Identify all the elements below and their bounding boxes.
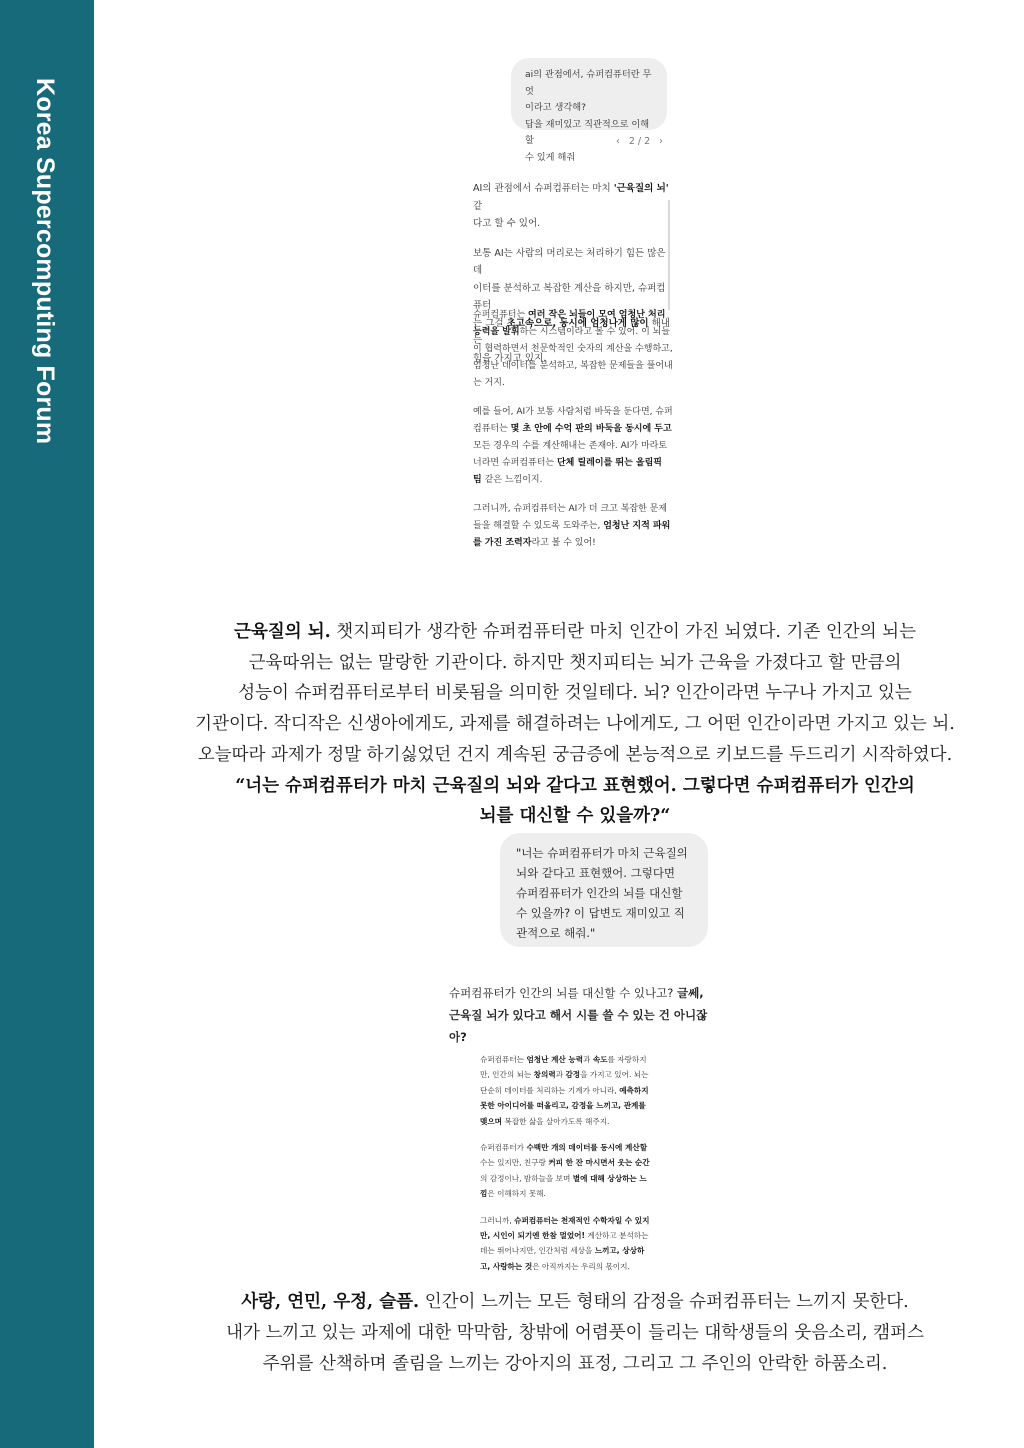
essay-line: 내가 느끼고 있는 과제에 대한 막막함, 창밖에 어렴풋이 들리는 대학생들의 웃음소리, 캠퍼스 bbox=[226, 1323, 924, 1343]
answer-emphasis: 속도 bbox=[592, 1055, 608, 1064]
answer-emphasis: 여러 작은 뇌들이 모여 엄청난 처리 능력을 발휘 bbox=[473, 310, 666, 337]
answer-text: 같은 느낌이지. bbox=[481, 475, 543, 485]
answer-text: 슈퍼컴퓨터가 bbox=[480, 1143, 527, 1153]
essay-paragraph-1 bbox=[180, 617, 970, 832]
answer-emphasis: 슈퍼컴퓨터는 천재적인 수학자일 수 있지 만, 시인이 되기엔 한참 멀었어! bbox=[480, 1215, 650, 1241]
essay-line: 기관이다. 작디작은 신생아에게도, 과제를 해결하려는 나에게도, 그 어떤 인간이라면 가지고 있는 뇌. bbox=[195, 714, 955, 735]
answer-text: 보통 AI는 사람의 머리로는 처리하기 힘든 많은 데 이터를 분석하고 복잡한 계산을 하지만, 슈퍼컴퓨터 는 그걸 bbox=[473, 247, 666, 329]
answer-paragraph bbox=[473, 307, 673, 392]
answer-text: 같 다고 할 수 있어. bbox=[473, 200, 541, 229]
answer-emphasis: 커피 한 잔 마시면서 웃는 순간 bbox=[548, 1158, 650, 1168]
answer-emphasis: 엄청난 계산 능력 bbox=[526, 1055, 584, 1064]
essay-lead: 근육질의 뇌. bbox=[234, 622, 331, 642]
answer-emphasis: 감정 bbox=[565, 1070, 581, 1080]
answer-emphasis: 창의력 bbox=[533, 1070, 556, 1080]
answer-paragraph bbox=[473, 501, 673, 552]
answer-text: 과 bbox=[555, 1070, 566, 1080]
answer-text: 수는 있지만, 친구랑 bbox=[480, 1158, 546, 1168]
answer-paragraph bbox=[473, 404, 673, 489]
essay-line: 주위를 산책하며 졸림을 느끼는 강아지의 표정, 그리고 그 주인의 안락한 하품소리. bbox=[262, 1354, 888, 1374]
ai-answer-body bbox=[480, 1052, 680, 1285]
answer-text: 은 아직까지는 우리의 몫이지. bbox=[532, 1261, 630, 1271]
scrollbar-line bbox=[668, 200, 670, 310]
chat-screenshot-2 bbox=[437, 972, 711, 1278]
essay-text: 인간이 느끼는 모든 형태의 감정을 슈퍼컴퓨터는 느끼지 못한다. bbox=[419, 1292, 909, 1312]
answer-emphasis: 느끼고, 상상하 고, 사랑하는 것 bbox=[480, 1246, 645, 1271]
answer-emphasis: 단체 릴레이를 뛰는 올림픽 팀 bbox=[473, 458, 663, 485]
answer-paragraph bbox=[480, 1140, 680, 1202]
essay-quote: 뇌를 대신할 수 있을까?“ bbox=[479, 806, 671, 827]
sidebar bbox=[0, 0, 94, 1448]
user-question-bubble: ai의 관점에서, 슈퍼컴퓨터란 무엇 이라고 생각해? 답을 재미있고 직관적으로 이해할 수 있게 해줘 bbox=[511, 58, 667, 130]
answer-text: 모든 경우의 수를 계산해내는 존재야. AI가 마라토 너라면 슈퍼컴퓨터는 bbox=[473, 441, 668, 468]
answer-text: 를 자랑하지 만, 인간의 뇌는 bbox=[480, 1055, 647, 1080]
answer-text: 슈퍼컴퓨터가 인간의 뇌를 대신할 수 있나고? bbox=[449, 986, 677, 1000]
answer-text: AI의 관점에서 슈퍼컴퓨터는 마치 bbox=[473, 183, 614, 194]
answer-emphasis: 별에 대해 상상하는 느 낌 bbox=[480, 1173, 647, 1199]
answer-text: 슈퍼컴퓨터는 bbox=[480, 1055, 527, 1064]
sidebar-title: Korea Supercomputing Forum bbox=[31, 78, 59, 445]
user-question-bubble-2: "너는 슈퍼컴퓨터가 마치 근육질의 뇌와 같다고 표현했어. 그렇다면 슈퍼컴퓨터가 인간의 뇌를 대신할 수 있을까? 이 답변도 재미있고 직 관적으로 해줘." bbox=[500, 833, 708, 947]
answer-text: 은 이해하지 못해. bbox=[487, 1189, 546, 1199]
response-pager: ‹ 2/2 › bbox=[616, 136, 666, 147]
essay-text: 챗지피티가 생각한 슈퍼컴퓨터란 마치 인간이 가진 뇌였다. 기존 인간의 뇌는 bbox=[330, 622, 916, 642]
answer-emphasis: 초고속으로, 동시에 엄청나게 많이 bbox=[506, 317, 649, 329]
essay-line: 근육따위는 없는 말랑한 기관이다. 하지만 챗지피티는 뇌가 근육을 가졌다고 할 만큼의 bbox=[248, 652, 902, 673]
answer-text: 해내는 힘을 가지고 있지. bbox=[473, 317, 670, 364]
essay-quote: “너는 슈퍼컴퓨터가 마치 근육질의 뇌와 같다고 표현했어. 그렇다면 슈퍼컴퓨터가 인간의 bbox=[235, 775, 915, 796]
answer-paragraph bbox=[473, 180, 673, 233]
answer-emphasis: '근육질의 뇌' bbox=[613, 183, 669, 194]
ai-answer-continued bbox=[473, 307, 673, 564]
chat-screenshot-1 bbox=[464, 52, 682, 550]
answer-text: 슈퍼컴퓨터는 bbox=[473, 310, 529, 320]
answer-paragraph bbox=[480, 1052, 680, 1129]
ai-answer-heading bbox=[449, 982, 714, 1048]
answer-emphasis: 엄청난 지적 파워 를 가진 조력자 bbox=[473, 521, 671, 548]
answer-emphasis: 글쎄, 근육질 뇌가 있다고 해서 시를 쓸 수 있는 건 아니잖 아? bbox=[449, 986, 708, 1044]
answer-emphasis: 몇 초 안에 수억 판의 바둑을 동시에 두고 bbox=[510, 424, 672, 434]
essay-line: 성능이 슈퍼컴퓨터로부터 비롯됨을 의미한 것일테다. 뇌? 인간이라면 누구나 가지고 있는 bbox=[238, 683, 912, 704]
answer-text: 그러니까, bbox=[480, 1215, 515, 1225]
answer-text: 의 감정이나, 밤하늘을 보며 bbox=[480, 1173, 571, 1183]
answer-text: 그러니까, 슈퍼컴퓨터는 AI가 더 크고 복잡한 문제 들을 해결할 수 있도록 도와주는, bbox=[473, 504, 668, 531]
answer-text: 복잡한 삶을 살아가도록 해주지. bbox=[502, 1116, 610, 1126]
answer-text: 계산하고 분석하는 데는 뛰어나지만, 인간처럼 세상을 bbox=[480, 1231, 649, 1256]
essay-paragraph-2 bbox=[180, 1287, 970, 1380]
answer-paragraph bbox=[480, 1213, 680, 1275]
essay-line bbox=[180, 1287, 970, 1318]
answer-emphasis: 예측하지 못한 아이디어를 떠올리고, 감정을 느끼고, 관계를 맺으며 bbox=[480, 1085, 649, 1126]
essay-line: 오늘따라 과제가 정말 하기싫었던 건지 계속된 궁금증에 본능적으로 키보드를 두드리기 시작하였다. bbox=[197, 744, 953, 765]
answer-text: 라고 볼 수 있어! bbox=[531, 538, 596, 548]
answer-text: 과 bbox=[583, 1055, 593, 1064]
answer-text: 예를 들어, AI가 보통 사람처럼 바둑을 둔다면, 슈퍼 컴퓨터는 bbox=[473, 407, 673, 434]
essay-lead: 사랑, 연민, 우정, 슬픔. bbox=[241, 1292, 420, 1312]
answer-text: 을 가지고 있어. 뇌는 단순히 데이터를 처리하는 기계가 아니라, bbox=[480, 1070, 649, 1095]
answer-emphasis: 수백만 개의 데이터를 동시에 계산할 bbox=[526, 1143, 648, 1153]
answer-text: 하는 시스템이라고 볼 수 있어. 이 뇌들 이 협력하면서 천문학적인 숫자의 계산을 수행하고, 엄청난 데이터를 분석하고, 복잡한 문제들을 풀어내 는 거지. bbox=[473, 327, 673, 388]
essay-line bbox=[180, 617, 970, 648]
